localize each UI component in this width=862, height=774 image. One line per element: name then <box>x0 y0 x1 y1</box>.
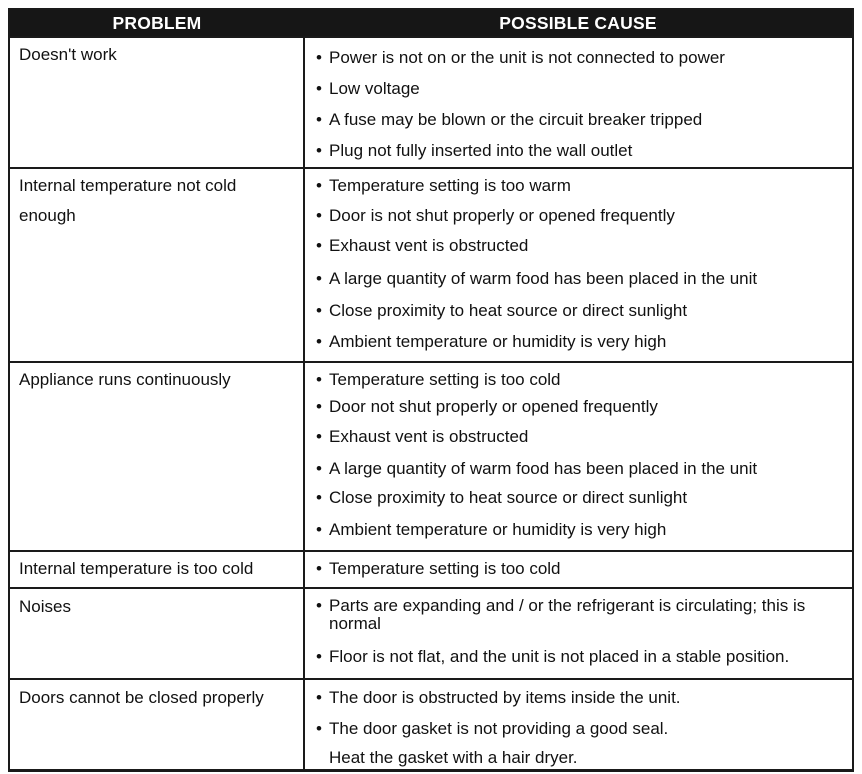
cause-text: Temperature setting is too cold <box>329 559 561 578</box>
problem-cell: Appliance runs continuously <box>10 363 305 550</box>
cause-text: The door gasket is not providing a good seal. <box>329 719 669 738</box>
troubleshooting-table <box>8 8 854 772</box>
cause-item <box>316 459 852 488</box>
cause-text: The door is obstructed by items inside the unit. <box>329 688 681 707</box>
causes-cell <box>305 363 852 550</box>
cause-item <box>316 488 852 520</box>
cause-item <box>316 269 852 301</box>
header-problem: PROBLEM <box>112 13 202 33</box>
bullet-icon: • <box>316 520 322 539</box>
table-row <box>10 361 852 550</box>
cause-text: Close proximity to heat source or direct sunlight <box>329 301 688 320</box>
problem-cell: Doesn't work <box>10 38 305 167</box>
table-header <box>10 10 852 36</box>
problem-cell: Internal temperature is too cold <box>10 552 305 587</box>
bullet-icon: • <box>316 79 322 98</box>
bullet-icon: • <box>316 370 322 389</box>
cause-item <box>316 427 852 459</box>
bullet-icon: • <box>316 236 322 255</box>
causes-cell <box>305 169 852 361</box>
bullet-icon: • <box>316 427 322 446</box>
bullet-icon: • <box>316 269 322 288</box>
cause-item <box>316 520 852 540</box>
table-row <box>10 678 852 769</box>
header-possible-cause: POSSIBLE CAUSE <box>499 13 657 33</box>
cause-item <box>316 176 852 206</box>
bullet-icon: • <box>316 596 322 615</box>
cause-item <box>316 206 852 236</box>
cause-item <box>316 236 852 269</box>
cause-text: Ambient temperature or humidity is very high <box>329 520 667 539</box>
cause-item <box>316 110 852 141</box>
cause-text: Exhaust vent is obstructed <box>329 236 529 255</box>
bullet-icon: • <box>316 719 322 738</box>
cause-item <box>316 370 852 397</box>
cause-text: Temperature setting is too warm <box>329 176 571 195</box>
causes-cell <box>305 589 852 678</box>
cause-text: A large quantity of warm food has been placed in the unit <box>329 269 758 288</box>
bullet-icon: • <box>316 301 322 320</box>
cause-text: Heat the gasket with a hair dryer. <box>329 748 578 767</box>
table-row <box>10 587 852 678</box>
bullet-icon: • <box>316 176 322 195</box>
cause-text: Close proximity to heat source or direct sunlight <box>329 488 688 507</box>
bullet-icon: • <box>316 206 322 225</box>
bullet-icon: • <box>316 488 322 507</box>
bullet-icon: • <box>316 459 322 478</box>
bullet-icon: • <box>316 559 322 578</box>
cause-text: Power is not on or the unit is not connected to power <box>329 48 725 67</box>
cause-item <box>316 647 852 667</box>
bullet-icon: • <box>316 141 322 160</box>
bullet-icon: • <box>316 688 322 707</box>
cause-text: Parts are expanding and / or the refrigerant is circulating; this is normal <box>329 596 806 633</box>
cause-text: Floor is not flat, and the unit is not placed in a stable position. <box>329 647 790 666</box>
cause-text: A large quantity of warm food has been placed in the unit <box>329 459 758 478</box>
cause-item <box>316 79 852 110</box>
cause-item <box>316 688 852 719</box>
cause-text: Door not shut properly or opened frequently <box>329 397 658 416</box>
table-row <box>10 550 852 587</box>
cause-text: Plug not fully inserted into the wall outlet <box>329 141 633 160</box>
causes-cell <box>305 38 852 167</box>
bullet-icon: • <box>316 397 322 416</box>
problem-cell: Noises <box>10 589 305 678</box>
cause-item <box>316 719 852 748</box>
cause-item <box>316 559 852 579</box>
cause-item <box>316 141 852 161</box>
cause-text: Exhaust vent is obstructed <box>329 427 529 446</box>
cause-item <box>316 301 852 332</box>
bullet-icon: • <box>316 647 322 666</box>
problem-cell: Doors cannot be closed properly <box>10 680 305 769</box>
cause-text: Temperature setting is too cold <box>329 370 561 389</box>
causes-cell <box>305 552 852 587</box>
cause-item <box>316 332 852 352</box>
table-row <box>10 167 852 361</box>
cause-text: Ambient temperature or humidity is very high <box>329 332 667 351</box>
cause-item <box>316 397 852 427</box>
cause-item <box>316 748 852 768</box>
causes-cell <box>305 680 852 769</box>
cause-item <box>316 597 852 647</box>
table-row <box>10 36 852 167</box>
cause-item <box>316 48 852 79</box>
problem-cell: Internal temperature not cold enough <box>10 169 305 361</box>
bullet-icon: • <box>316 48 322 67</box>
bullet-icon: • <box>316 110 322 129</box>
bullet-icon: • <box>316 332 322 351</box>
cause-text: Door is not shut properly or opened frequently <box>329 206 675 225</box>
cause-text: A fuse may be blown or the circuit breaker tripped <box>329 110 703 129</box>
cause-text: Low voltage <box>329 79 420 98</box>
